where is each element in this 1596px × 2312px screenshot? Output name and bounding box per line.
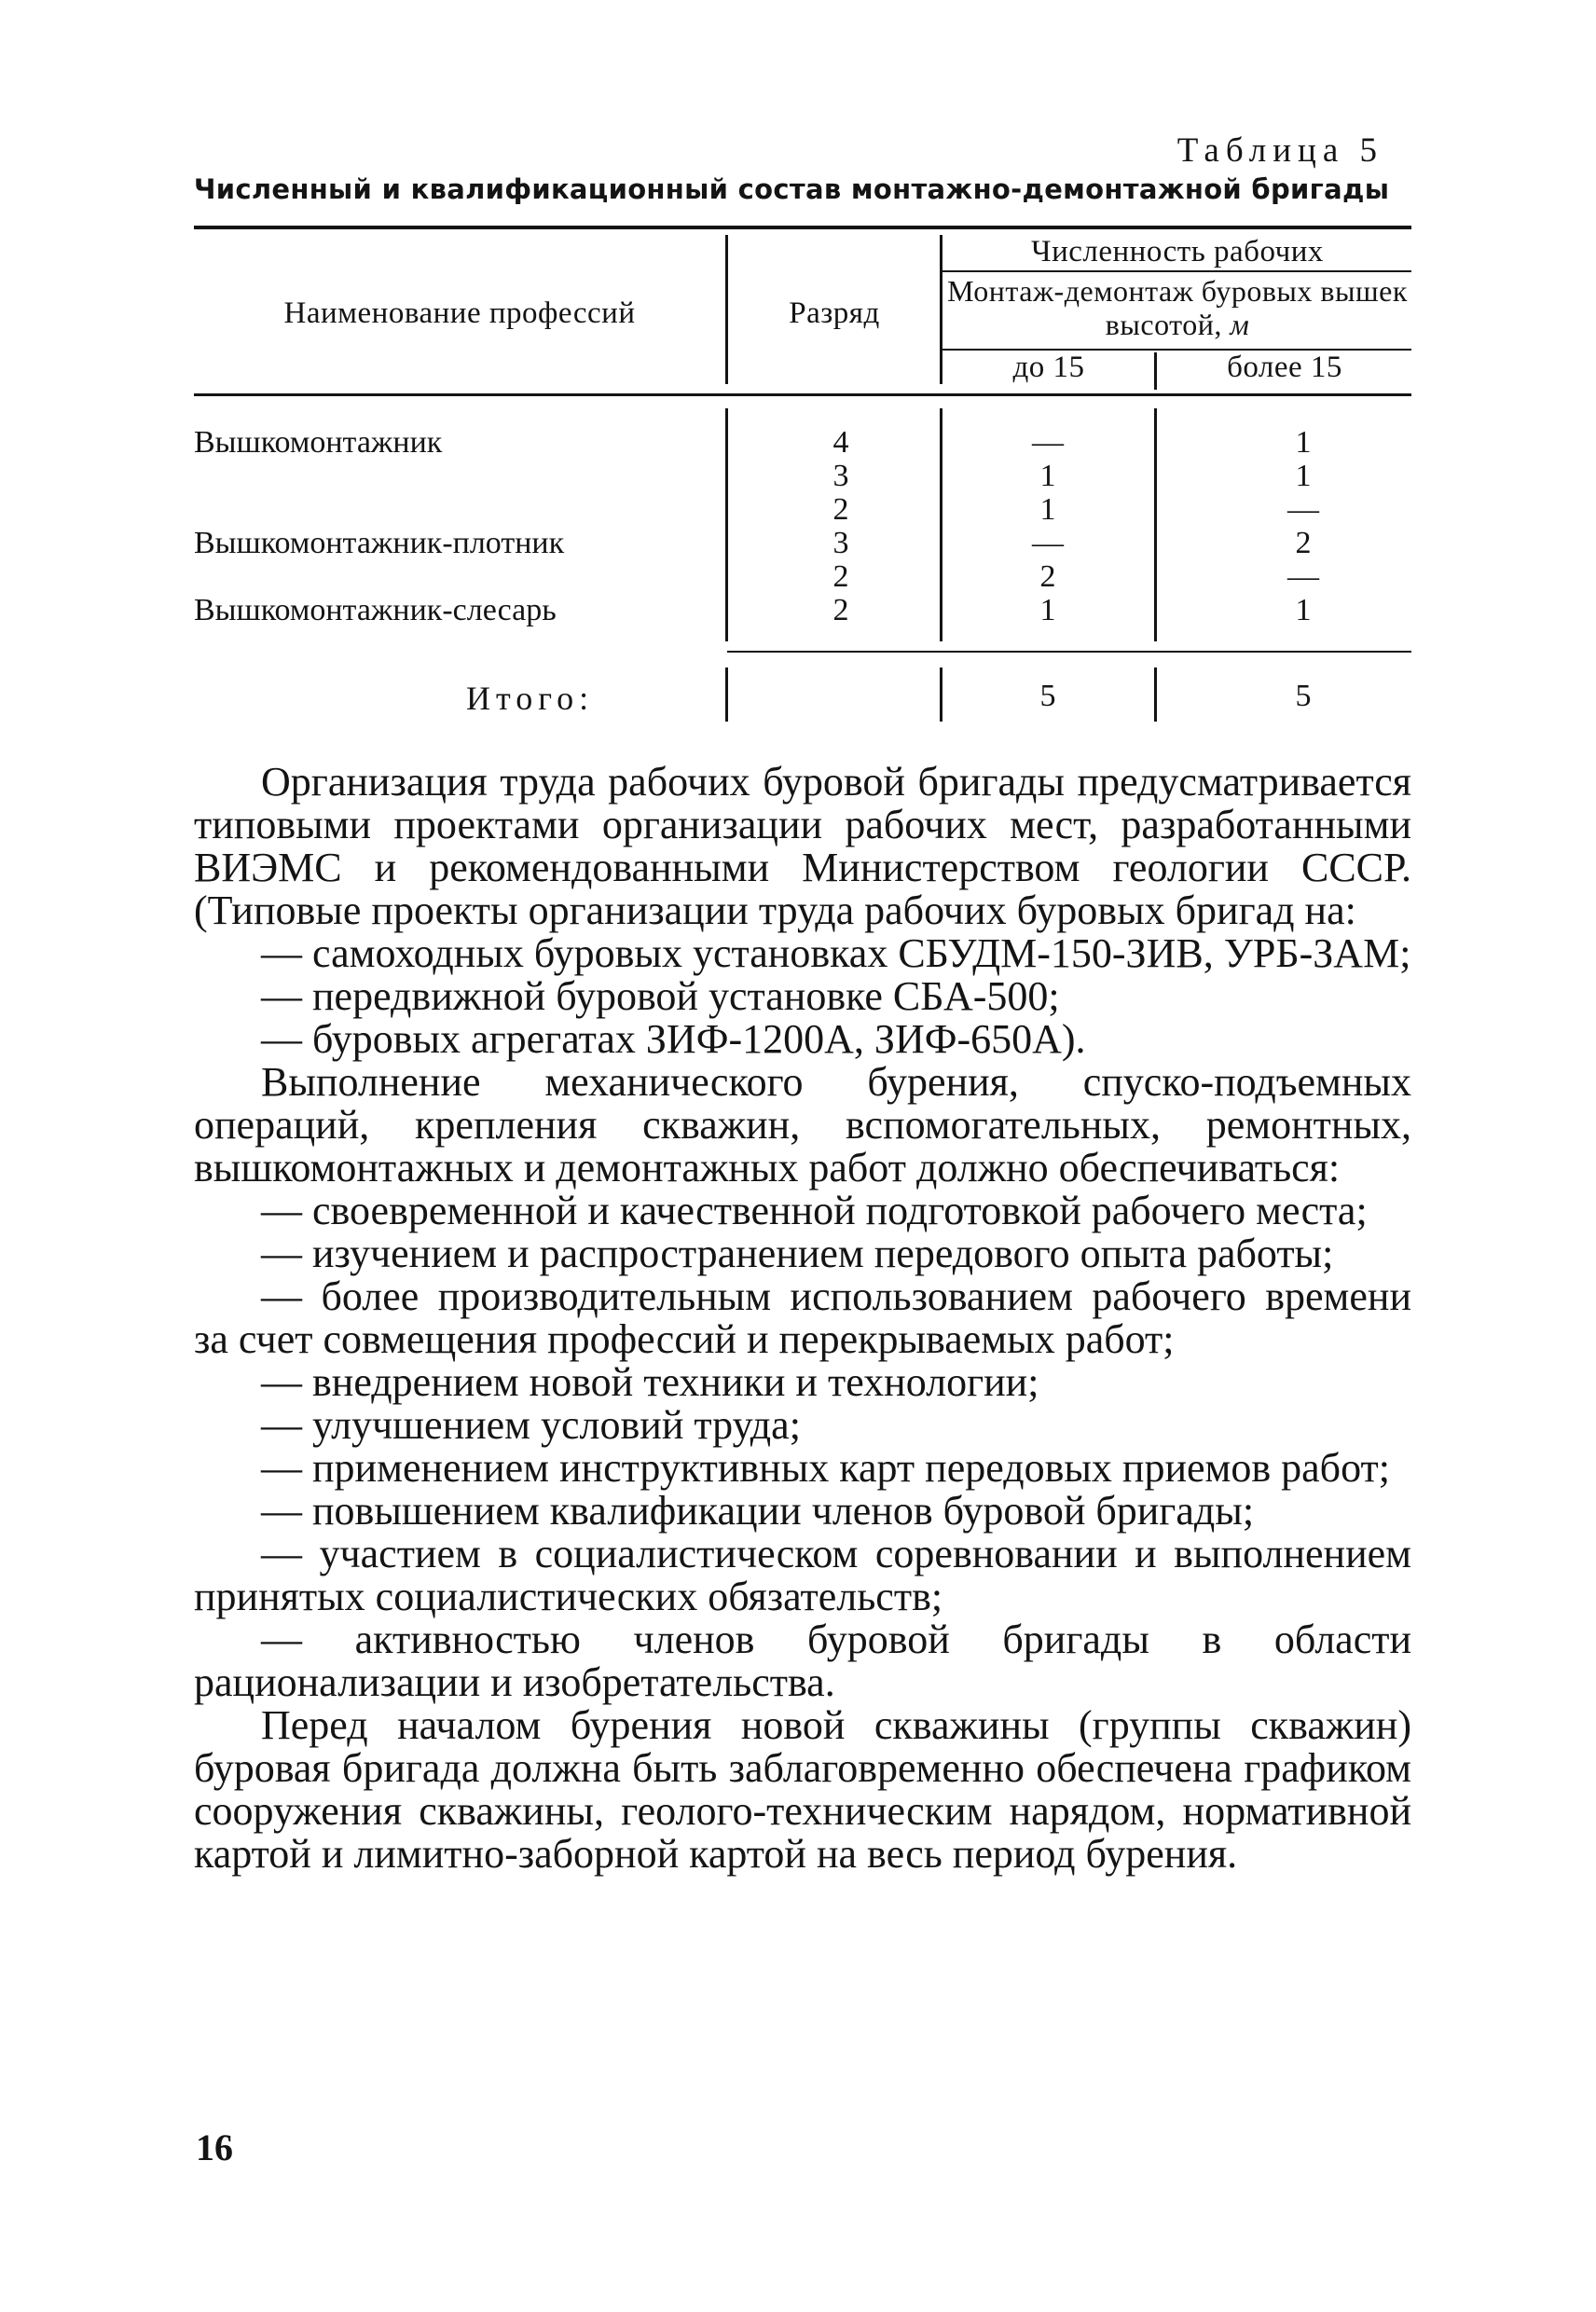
total-label: Итого: xyxy=(466,680,595,717)
paragraph: Выполнение механического бурения, спуско-подъемных операций, крепления скважин, вспомогательных, ремонтных, вышкомонтажных и демонтажных работ должно обеспечиваться: xyxy=(194,1059,1411,1190)
total-separator-rule xyxy=(727,651,1411,653)
table-header-bottom-rule xyxy=(194,393,1411,396)
paragraph: — повышением квалификации членов буровой бригады; xyxy=(261,1488,1255,1534)
paragraph: — улучшением условий труда; xyxy=(261,1402,801,1448)
row-6-col-b: 1 xyxy=(1295,593,1312,627)
row-3-grade: 2 xyxy=(832,492,849,527)
paragraph: — активностью членов буровой бригады в области рационализации и изобретательства. xyxy=(194,1617,1411,1705)
page-number: 16 xyxy=(196,2126,233,2168)
paragraph: — изучением и распространением передового опыта работы; xyxy=(261,1231,1334,1276)
header-subheader-text: Монтаж-демонтаж буровых вышек высотой, xyxy=(947,274,1408,341)
workers-header-rule xyxy=(942,270,1411,272)
row-3-col-b: — xyxy=(1287,492,1319,527)
table-title: Численный и квалификационный состав монтажно-демонтажной бригады xyxy=(194,173,1390,205)
header-workers: Численность рабочих xyxy=(1031,235,1324,268)
row-4-col-a: — xyxy=(1032,526,1064,560)
table-label: Таблица 5 xyxy=(1176,131,1383,170)
table-top-rule xyxy=(194,226,1411,229)
row-4-grade: 3 xyxy=(832,526,849,560)
row-1-col-b: 1 xyxy=(1295,425,1312,460)
paragraph: Перед началом бурения новой скважины (группы скважин) буровая бригада должна быть заблаговременно обеспечена графиком сооружения скважины, геолого-техническим нарядом, нормативной картой и лимитно-заборной картой на весь период бурения. xyxy=(194,1702,1411,1877)
header-unit: м xyxy=(1230,308,1250,341)
paragraph: — участием в социалистическом соревновании и выполнением принятых социалистических обязательств; xyxy=(194,1531,1411,1619)
paragraph: — внедрением новой техники и технологии; xyxy=(261,1359,1039,1405)
paragraph: — применением инструктивных карт передовых приемов работ; xyxy=(261,1445,1390,1491)
row-4-col-b: 2 xyxy=(1295,526,1312,560)
row-6-col-a: 1 xyxy=(1039,593,1056,627)
total-col-b: 5 xyxy=(1295,679,1312,713)
paragraph: — передвижной буровой установке СБА-500; xyxy=(261,973,1060,1019)
header-subheader xyxy=(943,274,1411,341)
col-divider-3-body xyxy=(1154,408,1157,641)
col-divider-3-total xyxy=(1154,667,1157,722)
paragraph: — буровых агрегатах ЗИФ-1200А, ЗИФ-650А). xyxy=(261,1016,1086,1062)
body-text xyxy=(194,761,1411,1876)
row-1-profession: Вышкомонтажник xyxy=(194,425,443,460)
row-4-profession: Вышкомонтажник-плотник xyxy=(194,526,565,560)
paragraph: — более производительным использованием рабочего времени за счет совмещения профессий и перекрываемых работ; xyxy=(194,1273,1411,1362)
header-col-a: до 15 xyxy=(1012,351,1085,384)
paragraph: — своевременной и качественной подготовкой рабочего места; xyxy=(261,1188,1368,1233)
row-6-profession: Вышкомонтажник-слесарь xyxy=(194,593,557,627)
row-2-col-b: 1 xyxy=(1295,459,1312,493)
row-5-col-b: — xyxy=(1287,559,1319,594)
row-3-col-a: 1 xyxy=(1039,492,1056,527)
col-divider-2-total xyxy=(940,667,942,722)
col-divider-2-body xyxy=(940,408,942,641)
row-1-grade: 4 xyxy=(832,425,849,460)
row-6-grade: 2 xyxy=(832,593,849,627)
header-grade: Разряд xyxy=(789,296,880,330)
col-divider-1-body xyxy=(725,408,728,641)
row-2-grade: 3 xyxy=(832,459,849,493)
paragraph: — самоходных буровых установках СБУДМ-150-ЗИВ, УРБ-ЗАМ; xyxy=(261,930,1411,976)
paragraph: Организация труда рабочих буровой бригады предусматривается типовыми проектами организации рабочих мест, разработанными ВИЭМС и рекомендованными Министерством геологии СССР. (Типовые проекты организации труда рабочих буровых бригад на: xyxy=(194,759,1411,933)
col-divider-1 xyxy=(725,235,728,384)
col-divider-2 xyxy=(940,235,942,384)
col-divider-3 xyxy=(1154,352,1157,390)
row-5-col-a: 2 xyxy=(1039,559,1056,594)
col-divider-1-total xyxy=(725,667,728,722)
row-2-col-a: 1 xyxy=(1039,459,1056,493)
row-5-grade: 2 xyxy=(832,559,849,594)
header-profession: Наименование профессий xyxy=(283,296,636,330)
header-col-b: более 15 xyxy=(1227,351,1342,384)
row-1-col-a: — xyxy=(1032,425,1064,460)
total-col-a: 5 xyxy=(1039,679,1056,713)
